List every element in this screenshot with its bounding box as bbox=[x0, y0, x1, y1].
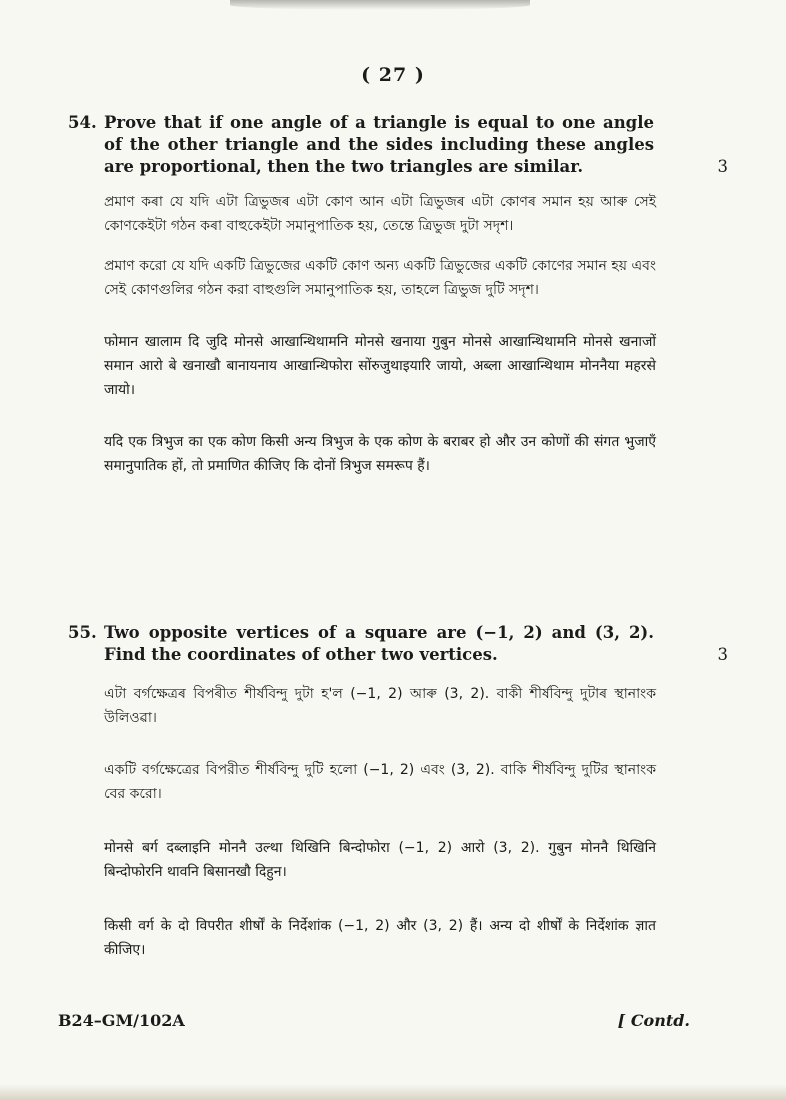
question-text-hindi: यदि एक त्रिभुज का एक कोण किसी अन्य त्रिभुज के एक कोण के बराबर हो और उन कोणों की संगत भुजाएँ समानुपातिक हों, तो प्रमाणित कीजिए कि दोनों त्रिभुज समरूप हैं। bbox=[104, 434, 656, 474]
question-marks: 3 bbox=[717, 157, 728, 176]
question-text-english: Prove that if one angle of a triangle is equal to one angle of the other triangle and the sides including these angles are proportional, then the two triangles are similar. bbox=[104, 113, 654, 176]
question-text-bodo: मोनसे बर्ग दब्लाइनि मोननै उल्था थिखिनि बिन्दोफोरा (−1, 2) आरो (3, 2). गुबुन मोननै थिखिनि बिन्दोफोरनि थावनि बिसानखौ दिहुन। bbox=[104, 840, 656, 880]
question-header bbox=[68, 622, 728, 666]
question-header bbox=[68, 112, 728, 178]
question-marks: 3 bbox=[717, 645, 728, 664]
question-number: 55. bbox=[68, 623, 97, 642]
question-text-hindi: किसी वर्ग के दो विपरीत शीर्षों के निर्देशांक (−1, 2) और (3, 2) हैं। अन्य दो शीर्षों के निर्देशांक ज्ञात कीजिए। bbox=[104, 918, 656, 958]
continued-label: [ Contd. bbox=[617, 1011, 690, 1030]
question-55 bbox=[68, 622, 728, 962]
question-text-bengali: প্রমাণ করো যে যদি একটি ত্রিভুজের একটি কোণ অন্য একটি ত্রিভুজের একটি কোণের সমান হয় এবং সেই কোণগুলির গঠন করা বাহুগুলি সমানুপাতিক হয়, তাহলে ত্রিভুজ দুটি সদৃশ। bbox=[104, 258, 656, 298]
question-text-english: Two opposite vertices of a square are (−1, 2) and (3, 2). Find the coordinates of other two vertices. bbox=[104, 623, 654, 664]
scan-edge bbox=[0, 1084, 786, 1100]
question-text-bengali: একটি বর্গক্ষেত্রের বিপরীত শীর্ষবিন্দু দুটি হলো (−1, 2) এবং (3, 2). বাকি শীর্ষবিন্দু দুটির স্থানাংক বের করো। bbox=[104, 762, 656, 802]
question-text-assamese: প্ৰমাণ কৰা যে যদি এটা ত্ৰিভুজৰ এটা কোণ আন এটা ত্ৰিভুজৰ এটা কোণৰ সমান হয় আৰু সেই কোণকেইটা গঠন কৰা বাহুকেইটা সমানুপাতিক হয়, তেন্তে ত্ৰিভুজ দুটা সদৃশ। bbox=[104, 194, 656, 234]
question-text-assamese: এটা বৰ্গক্ষেত্ৰৰ বিপৰীত শীৰ্ষবিন্দু দুটা হ'ল (−1, 2) আৰু (3, 2). বাকী শীৰ্ষবিন্দু দুটাৰ স্থানাংক উলিওৱা। bbox=[104, 686, 656, 726]
question-number: 54. bbox=[68, 113, 97, 132]
question-54 bbox=[68, 112, 728, 478]
page-number: ( 27 ) bbox=[361, 64, 425, 86]
paper-code: B24–GM/102A bbox=[58, 1011, 185, 1030]
question-text-bodo: फोमान खालाम दि जुदि मोनसे आखान्थिथामनि मोनसे खनाया गुबुन मोनसे आखान्थिथामनि मोनसे खनाजों समान आरो बे खनाखौ बानायनाय आखान्थिफोरा सोंरुजुथाइयारि जायो, अब्ला आखान्थिथाम मोननैया महरसे जायो। bbox=[104, 334, 656, 398]
scan-shadow bbox=[230, 0, 530, 10]
